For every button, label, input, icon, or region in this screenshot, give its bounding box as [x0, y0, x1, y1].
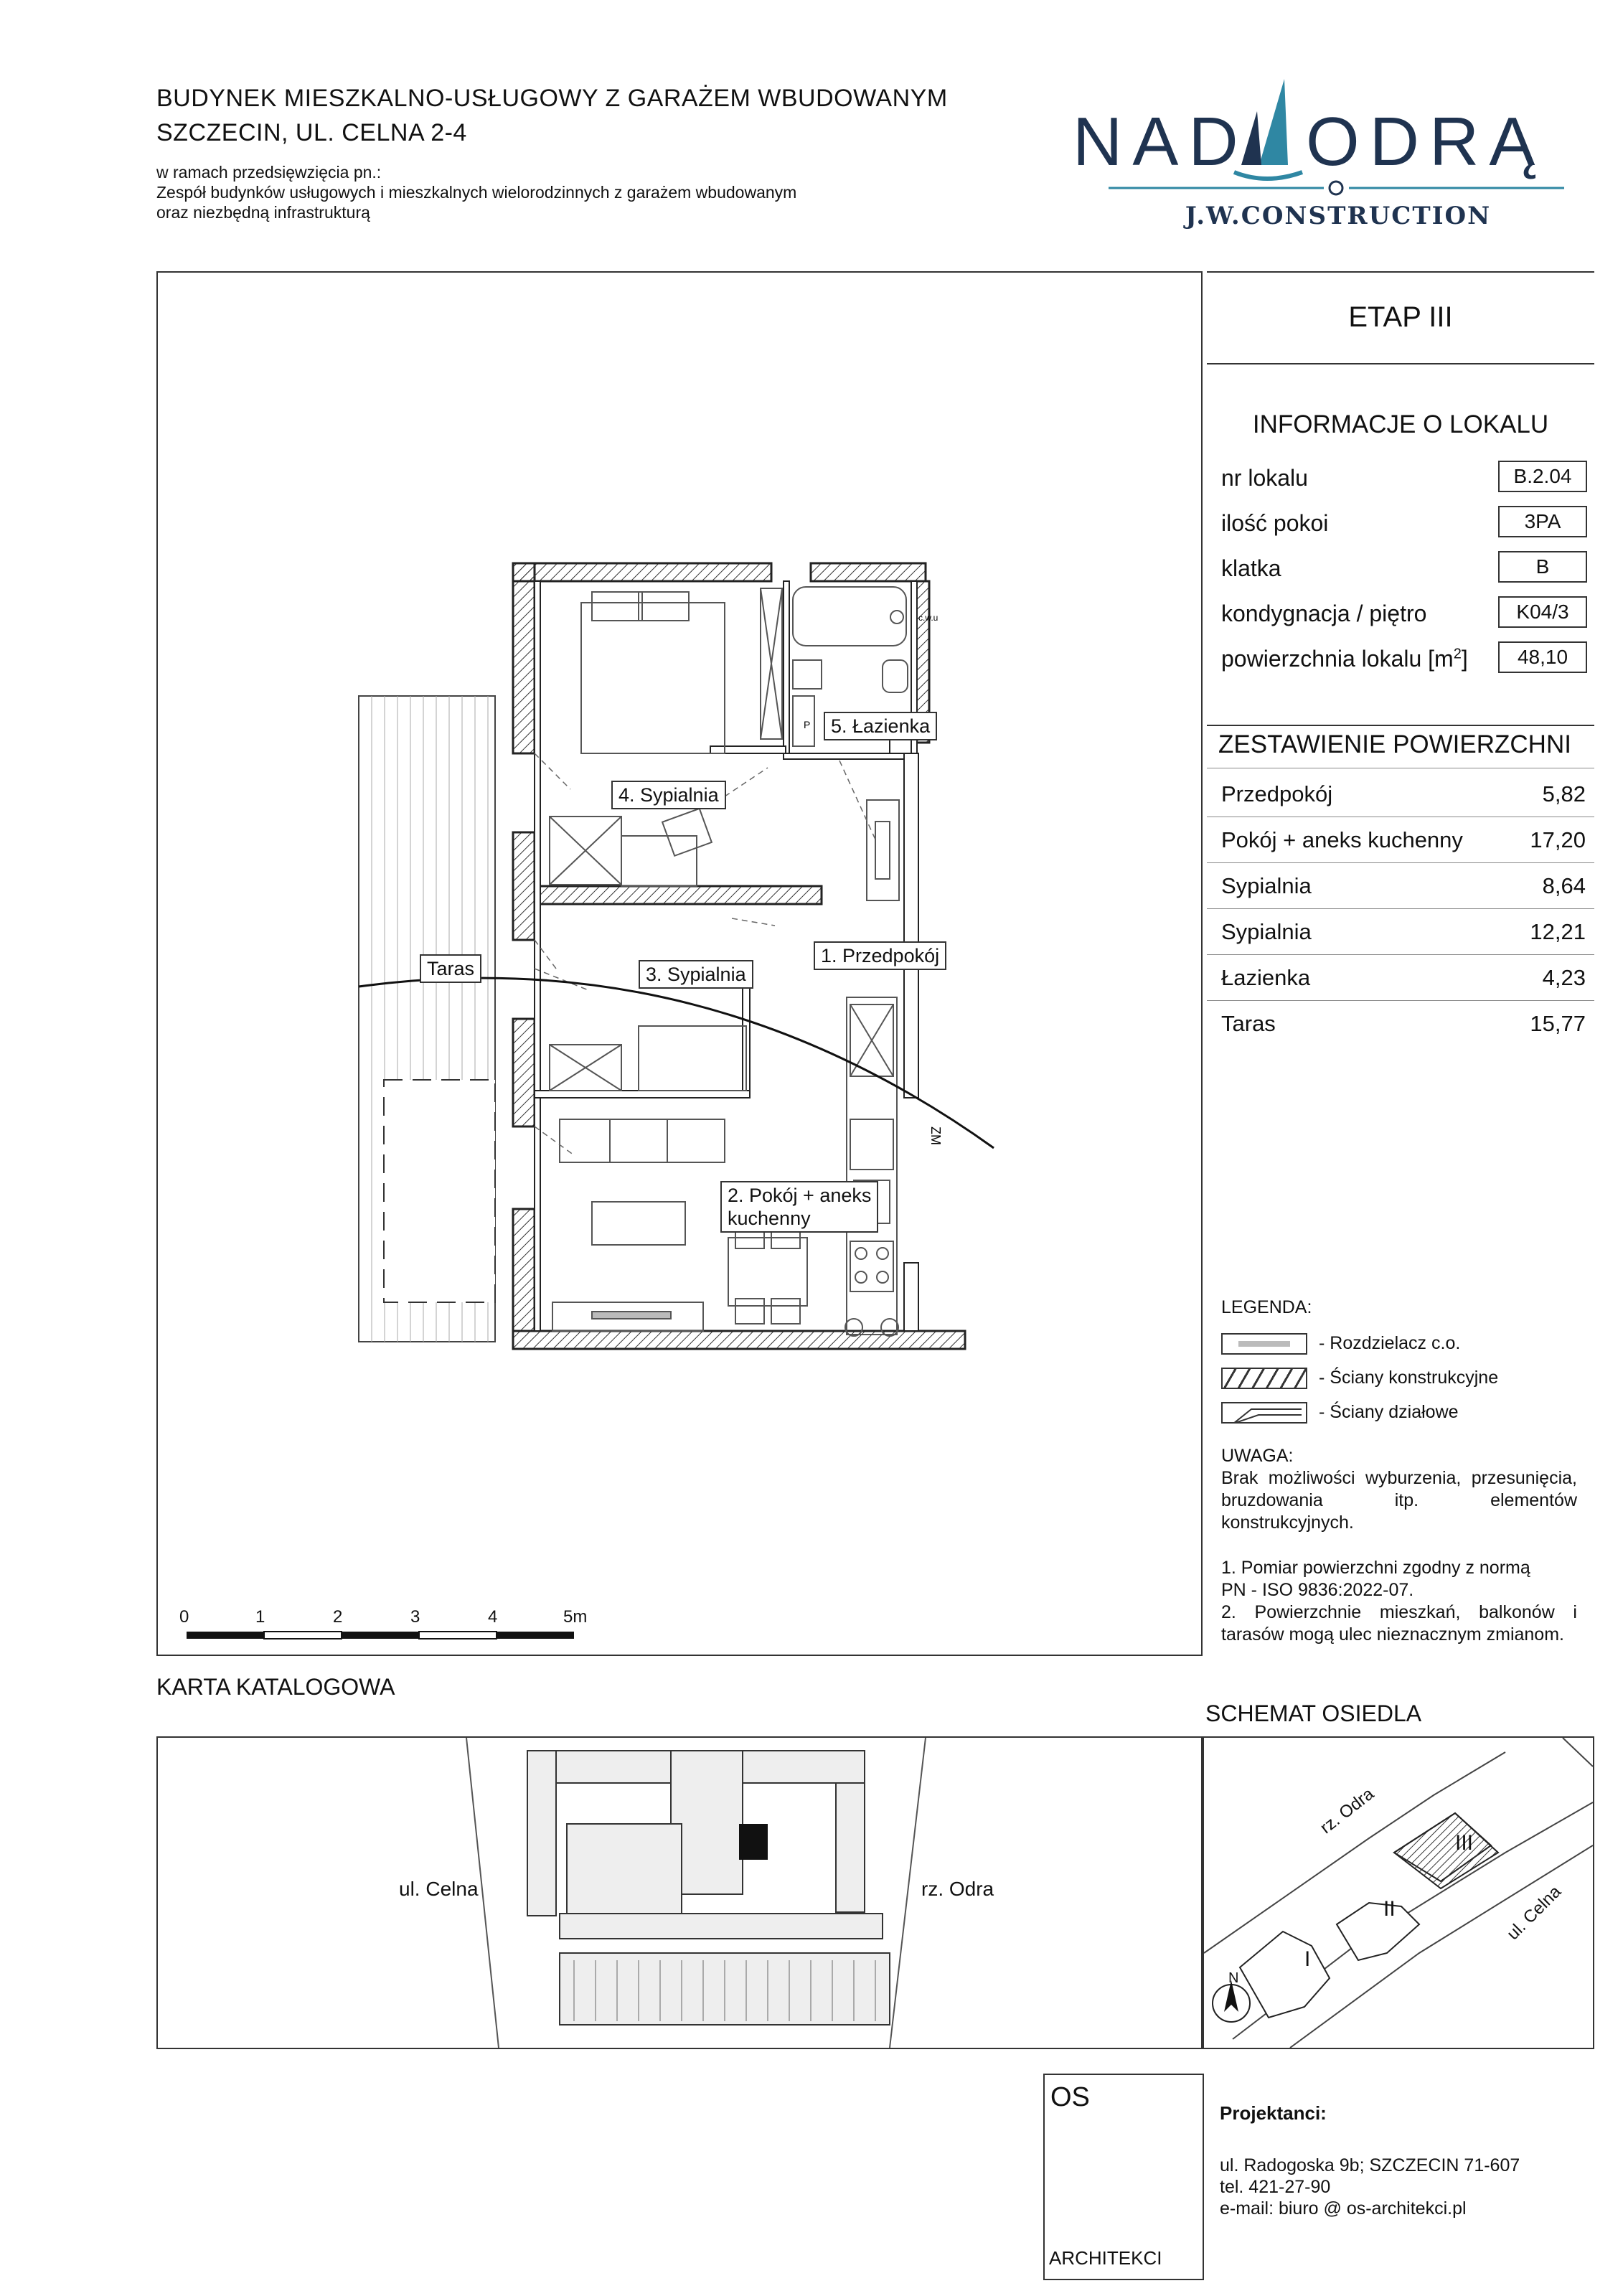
stage-label: ETAP III	[1348, 301, 1453, 333]
catalog-card-label: KARTA KATALOGOWA	[156, 1674, 395, 1700]
area-value: 12,21	[1530, 919, 1586, 944]
project-title: BUDYNEK MIESZKALNO-USŁUGOWY Z GARAŻEM WBUDOWANYM	[156, 85, 948, 112]
scale-tick-3: 3	[410, 1607, 420, 1627]
project-subtitle-3: oraz niezbędną infrastrukturą	[156, 203, 370, 222]
area-value: 15,77	[1530, 1011, 1586, 1036]
bedroom-4-furniture	[550, 588, 782, 886]
hot-water-label: c.w.u	[918, 613, 938, 623]
scheme-building-3: III	[1455, 1831, 1474, 1855]
bedroom-3-furniture	[550, 1026, 746, 1091]
area-value: 5,82	[1542, 781, 1586, 806]
sailboat-logo-icon	[1069, 72, 1593, 237]
info-label-floor: kondygnacja / piętro	[1221, 601, 1427, 626]
project-address: SZCZECIN, UL. CELNA 2-4	[156, 119, 467, 146]
area-row	[1221, 910, 1586, 954]
key-plan-river-odra: rz. Odra	[921, 1878, 994, 1900]
scheme-river-odra: rz. Odra	[1317, 1784, 1378, 1838]
note-2: 2. Powierzchnie mieszkań, balkonów i tarasów mogą ulec nieznacznym zmianom.	[1221, 1602, 1577, 1645]
unit-location-marker	[739, 1824, 768, 1860]
area-row	[1221, 818, 1586, 862]
project-subtitle-1: w ramach przedsięwzięcia pn.:	[156, 163, 382, 182]
kitchen-fixtures	[845, 800, 899, 1336]
architect-logo-architekci: ARCHITEKCI	[1049, 2247, 1162, 2269]
scale-bar	[179, 1607, 610, 1650]
area-name: Łazienka	[1221, 965, 1311, 990]
area-name: Sypialnia	[1221, 919, 1312, 944]
area-row	[1221, 864, 1586, 908]
scheme-building-2: II	[1383, 1897, 1396, 1921]
note-1a: 1. Pomiar powierzchni zgodny z normą	[1221, 1558, 1530, 1578]
info-label-staircase: klatka	[1221, 555, 1281, 581]
room-label-bedroom-3: 3. Sypialnia	[639, 960, 753, 989]
scale-tick-4: 4	[488, 1607, 498, 1627]
info-label-area	[1221, 646, 1468, 672]
area-value: 8,64	[1542, 873, 1586, 898]
area-name: Taras	[1221, 1011, 1276, 1036]
info-label-room-count: ilość pokoi	[1221, 510, 1329, 536]
scheme-building-1: I	[1304, 1947, 1311, 1971]
scale-tick-0: 0	[179, 1607, 189, 1627]
info-value-staircase: B	[1498, 551, 1587, 583]
info-label-unit-number: nr lokalu	[1221, 465, 1308, 491]
key-plan-street-celna: ul. Celna	[399, 1878, 479, 1900]
scheme-north-label: N	[1228, 1970, 1239, 1986]
designers-email: e-mail: biuro @ os-architekci.pl	[1220, 2198, 1467, 2219]
designers-phone: tel. 421-27-90	[1220, 2177, 1331, 2197]
room-label-living-kitchen-line1: 2. Pokój + aneks	[728, 1185, 872, 1206]
notes-title: UWAGA:	[1221, 1446, 1294, 1466]
info-label-area-tail: ]	[1461, 646, 1468, 672]
key-plan-buildings	[527, 1751, 890, 2025]
scale-tick-5: 5m	[563, 1607, 588, 1627]
legend-title: LEGENDA:	[1221, 1297, 1312, 1317]
legend-swatch-partition	[1221, 1402, 1307, 1424]
area-row	[1221, 956, 1586, 1000]
legend-swatch-heating	[1221, 1333, 1307, 1355]
room-label-bedroom-4: 4. Sypialnia	[611, 781, 726, 809]
room-label-bathroom: 5. Łazienka	[824, 712, 937, 740]
area-name: Sypialnia	[1221, 873, 1312, 898]
stage-3-building	[1394, 1813, 1498, 1888]
area-name: Przedpokój	[1221, 781, 1333, 806]
info-title: INFORMACJE O LOKALU	[1252, 410, 1549, 438]
washer-label: P	[804, 719, 811, 730]
room-label-living-kitchen-line2: kuchenny	[728, 1208, 811, 1229]
info-label-area-text: powierzchnia lokalu [m	[1221, 646, 1454, 672]
area-name: Pokój + aneks kuchenny	[1221, 827, 1463, 852]
logo-company: J.W.CONSTRUCTION	[1185, 202, 1492, 230]
info-value-area: 48,10	[1498, 641, 1587, 673]
info-value-unit-number: B.2.04	[1498, 461, 1587, 492]
info-label-area-sup: 2	[1453, 646, 1462, 662]
scale-tick-1: 1	[255, 1607, 265, 1627]
terrace	[359, 696, 495, 1342]
site-scheme-label: SCHEMAT OSIEDLA	[1205, 1700, 1422, 1726]
area-row	[1221, 1002, 1586, 1046]
logo-text-odra: ODRĄ	[1306, 103, 1546, 180]
logo-text-nad: NAD	[1073, 103, 1248, 180]
area-value: 17,20	[1530, 827, 1586, 852]
legend-swatch-structural	[1221, 1368, 1307, 1389]
legend-heating: - Rozdzielacz c.o.	[1319, 1333, 1461, 1353]
architect-logo-os: OS	[1050, 2082, 1090, 2112]
room-label-living-kitchen	[720, 1181, 878, 1233]
legend-structural: - Ściany konstrukcyjne	[1319, 1368, 1499, 1388]
notes-text: Brak możliwości wyburzenia, przesunięcia, bruzdowania itp. elementów konstrukcyjnych.	[1221, 1468, 1577, 1533]
project-subtitle-2: Zespół budynków usługowych i mieszkalnych wielorodzinnych z garażem wbudowanym	[156, 183, 797, 202]
site-scheme	[1204, 1738, 1593, 2048]
designers-title: Projektanci:	[1220, 2102, 1327, 2124]
water-meter-label: ZM	[928, 1126, 943, 1145]
scale-tick-2: 2	[333, 1607, 343, 1627]
legend-partition: - Ściany działowe	[1319, 1402, 1459, 1422]
areas-title: ZESTAWIENIE POWIERZCHNI	[1218, 730, 1571, 758]
key-plan	[158, 1738, 1201, 2048]
scheme-street-celna: ul. Celna	[1503, 1882, 1566, 1944]
note-1b: PN - ISO 9836:2022-07.	[1221, 1580, 1414, 1600]
designers-address: ul. Radogoska 9b; SZCZECIN 71-607	[1220, 2155, 1520, 2175]
info-value-floor: K04/3	[1498, 596, 1587, 628]
room-label-terrace: Taras	[420, 954, 481, 983]
area-value: 4,23	[1542, 965, 1586, 990]
area-row	[1221, 772, 1586, 817]
nad-odra-logo	[1069, 72, 1593, 237]
info-value-room-count: 3PA	[1498, 506, 1587, 537]
room-label-hallway: 1. Przedpokój	[814, 941, 946, 970]
